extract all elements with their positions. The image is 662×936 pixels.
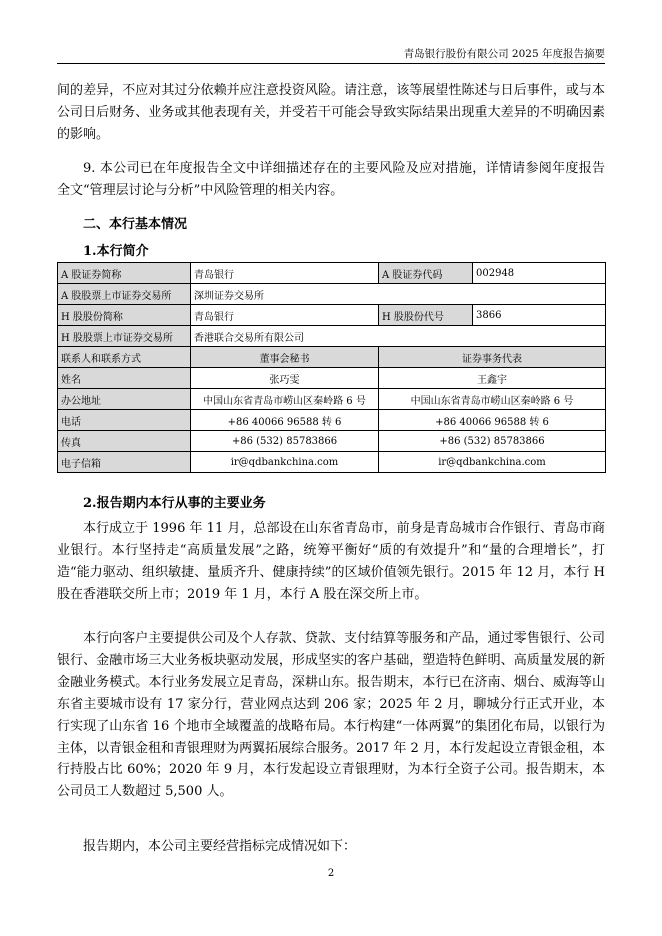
subsection1-title: 1.本行简介 xyxy=(83,244,149,259)
secretary-header: 董事会秘书 xyxy=(191,347,379,368)
a-exchange: 深圳证券交易所 xyxy=(191,284,606,305)
a-exchange-label: A 股股票上市证券交易所 xyxy=(58,284,191,305)
a-code-label: A 股证券代码 xyxy=(379,263,473,284)
rep-phone: +86 40066 96588 转 6 xyxy=(379,410,606,431)
table-row xyxy=(58,368,606,389)
business-paragraph-3: 报告期内，本公司主要经营指标完成情况如下： xyxy=(83,839,357,854)
table-row xyxy=(58,389,606,410)
h-short-name: 青岛银行 xyxy=(191,305,379,326)
intro-paragraph: 间的差异，不应对其过分依赖并应注意投资风险。请注意，该等展望性陈述与日后事件，或与本公司日后财务、业务或其他表现有关，并受若干可能会导致实际结果出现重大差异的不明确因素的影响。 xyxy=(57,83,605,142)
contact-label: 联系人和联系方式 xyxy=(58,347,191,368)
table-row xyxy=(58,431,606,452)
header-divider xyxy=(57,63,605,64)
table-row xyxy=(58,410,606,431)
h-exchange-label: H 股股票上市证券交易所 xyxy=(58,326,191,347)
table-row xyxy=(58,284,606,305)
rep-name: 王鑫宇 xyxy=(379,368,606,389)
rep-email: ir@qdbankchina.com xyxy=(379,452,606,473)
a-short-name: 青岛银行 xyxy=(191,263,379,284)
name-label: 姓名 xyxy=(58,368,191,389)
a-code: 002948 xyxy=(473,263,606,284)
rep-header: 证券事务代表 xyxy=(379,347,606,368)
rep-address: 中国山东省青岛市崂山区秦岭路 6 号 xyxy=(379,389,606,410)
table-row xyxy=(58,263,606,284)
table-row xyxy=(58,347,606,368)
h-short-name-label: H 股股份简称 xyxy=(58,305,191,326)
h-code-label: H 股股份代号 xyxy=(379,305,473,326)
subsection2-title: 2.报告期内本行从事的主要业务 xyxy=(83,496,266,511)
h-code: 3866 xyxy=(473,305,606,326)
phone-label: 电话 xyxy=(58,410,191,431)
table-row xyxy=(58,305,606,326)
company-info-table xyxy=(57,262,606,473)
section-title: 二、本行基本情况 xyxy=(83,217,188,232)
secretary-phone: +86 40066 96588 转 6 xyxy=(191,410,379,431)
fax-label: 传真 xyxy=(58,431,191,452)
secretary-fax: +86 (532) 85783866 xyxy=(191,431,379,452)
item9-paragraph: 9. 本公司已在年度报告全文中详细描述存在的主要风险及应对措施，详情请参阅年度报告全文“管理层讨论与分析”中风险管理的相关内容。 xyxy=(57,161,605,198)
business-paragraph-1: 本行成立于 1996 年 11 月，总部设在山东省青岛市，前身是青岛城市合作银行、青岛市商业银行。本行坚持走“高质量发展”之路，统筹平衡好“质的有效提升”和“量的合理增长”，打造“能力驱动、组织敏捷、量质齐升、健康持续”的区域价值领先银行。2015 年 12 月，本行 H 股在香港联交所上市；2019 年 1 月，本行 A 股在深交所上市。 xyxy=(57,521,605,602)
rep-fax: +86 (532) 85783866 xyxy=(379,431,606,452)
page-header: 青岛银行股份有限公司 2025 年度报告摘要 xyxy=(403,48,605,60)
table-row xyxy=(58,326,606,347)
table-row xyxy=(58,452,606,473)
business-paragraph-2: 本行向客户主要提供公司及个人存款、贷款、支付结算等服务和产品，通过零售银行、公司银行、金融市场三大业务板块驱动发展，形成坚实的客户基础，塑造特色鲜明、高质量发展的新金融业务模式。本行业务发展立足青岛，深耕山东。报告期末，本行已在济南、烟台、威海等山东省主要城市设有 17 家分行，营业网点达到 206 家；2025 年 2 月，聊城分行正式开业，本行实现了山东省 16 个地市全域覆盖的战略布局。本行构建“一体两翼”的集团化布局，以银行为主体，以青银金租和青银理财为两翼拓展综合服务。2017 年 2 月，本行发起设立青银金租，本行持股占比 60%；2020 年 9 月，本行发起设立青银理财，为本行全资子公司。报告期末，本公司员工人数超过 5,500 人。 xyxy=(57,631,605,800)
email-label: 电子信箱 xyxy=(58,452,191,473)
h-exchange: 香港联合交易所有限公司 xyxy=(191,326,606,347)
secretary-name: 张巧雯 xyxy=(191,368,379,389)
address-label: 办公地址 xyxy=(58,389,191,410)
page-number: 2 xyxy=(327,868,335,879)
secretary-address: 中国山东省青岛市崂山区秦岭路 6 号 xyxy=(191,389,379,410)
a-short-name-label: A 股证券简称 xyxy=(58,263,191,284)
secretary-email: ir@qdbankchina.com xyxy=(191,452,379,473)
